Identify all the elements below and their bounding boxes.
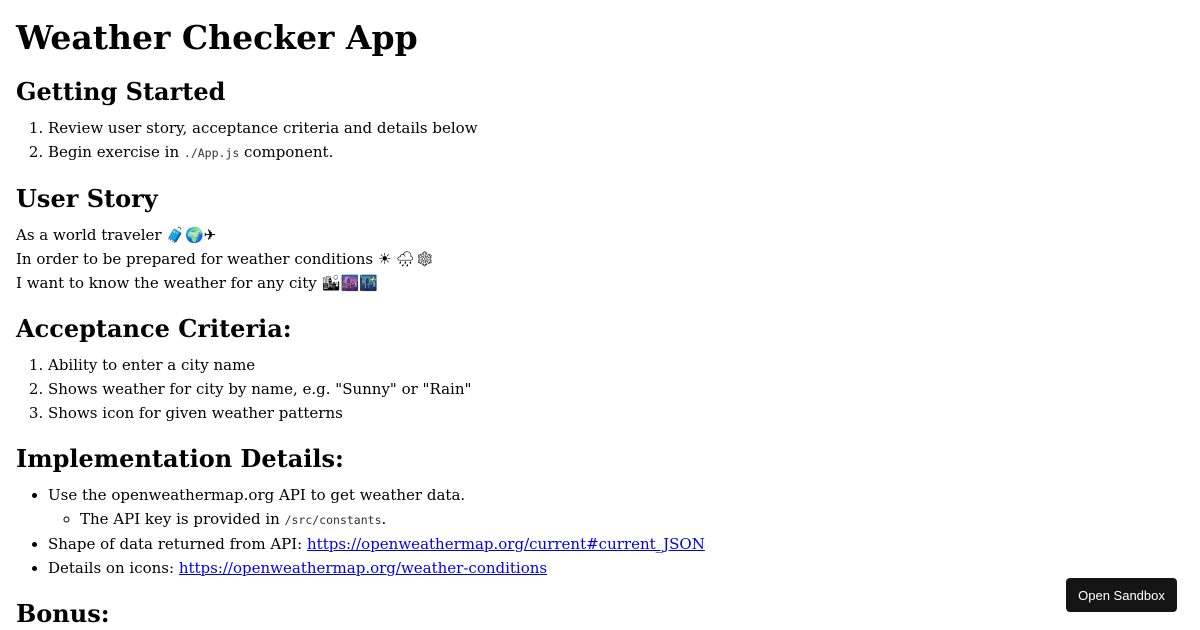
implementation-heading: Implementation Details: <box>16 444 344 473</box>
list-item <box>48 140 1184 165</box>
user-story-heading: User Story <box>16 184 158 213</box>
list-item: 1. Review user story, acceptance criteria and details below <box>48 116 1184 140</box>
list-item <box>48 483 1184 532</box>
list-item: 3. Shows icon for given weather patterns <box>48 401 1184 425</box>
text: . <box>381 510 387 528</box>
list-item <box>48 556 1184 580</box>
getting-started-list <box>16 116 1184 165</box>
code-app-js: ./App.js <box>183 146 240 160</box>
acceptance-heading: Acceptance Criteria: <box>16 314 292 343</box>
list-item: 2. Shows weather for city by name, e.g. "Sunny" or "Rain" <box>48 377 1184 401</box>
text: Use the openweathermap.org API to get weather data. <box>48 486 466 504</box>
current-json-link[interactable]: https://openweathermap.org/current#current_JSON <box>307 535 705 553</box>
user-story-line: I want to know the weather for any city 🏙🌆🌃 <box>16 274 378 292</box>
text: Details on icons: <box>48 559 179 577</box>
implementation-list <box>16 483 1184 580</box>
text: The API key is provided in <box>80 510 285 528</box>
open-sandbox-button[interactable]: Open Sandbox <box>1066 578 1177 612</box>
getting-started-heading: Getting Started <box>16 77 226 106</box>
list-item <box>48 532 1184 556</box>
bonus-heading: Bonus: <box>16 599 110 628</box>
text: Shape of data returned from API: <box>48 535 307 553</box>
list-item <box>80 507 1184 532</box>
acceptance-list <box>16 353 1184 425</box>
text: component. <box>239 143 334 161</box>
user-story-line: As a world traveler 🧳🌍✈ <box>16 226 217 244</box>
page-title: Weather Checker App <box>16 18 418 57</box>
user-story-line: In order to be prepared for weather conditions ☀ 🌧❄ <box>16 250 435 268</box>
weather-conditions-link[interactable]: https://openweathermap.org/weather-conditions <box>178 559 548 577</box>
list-item: 1. Ability to enter a city name <box>48 353 1184 377</box>
text: Begin exercise in <box>48 143 184 161</box>
code-constants: /src/constants <box>284 513 382 527</box>
